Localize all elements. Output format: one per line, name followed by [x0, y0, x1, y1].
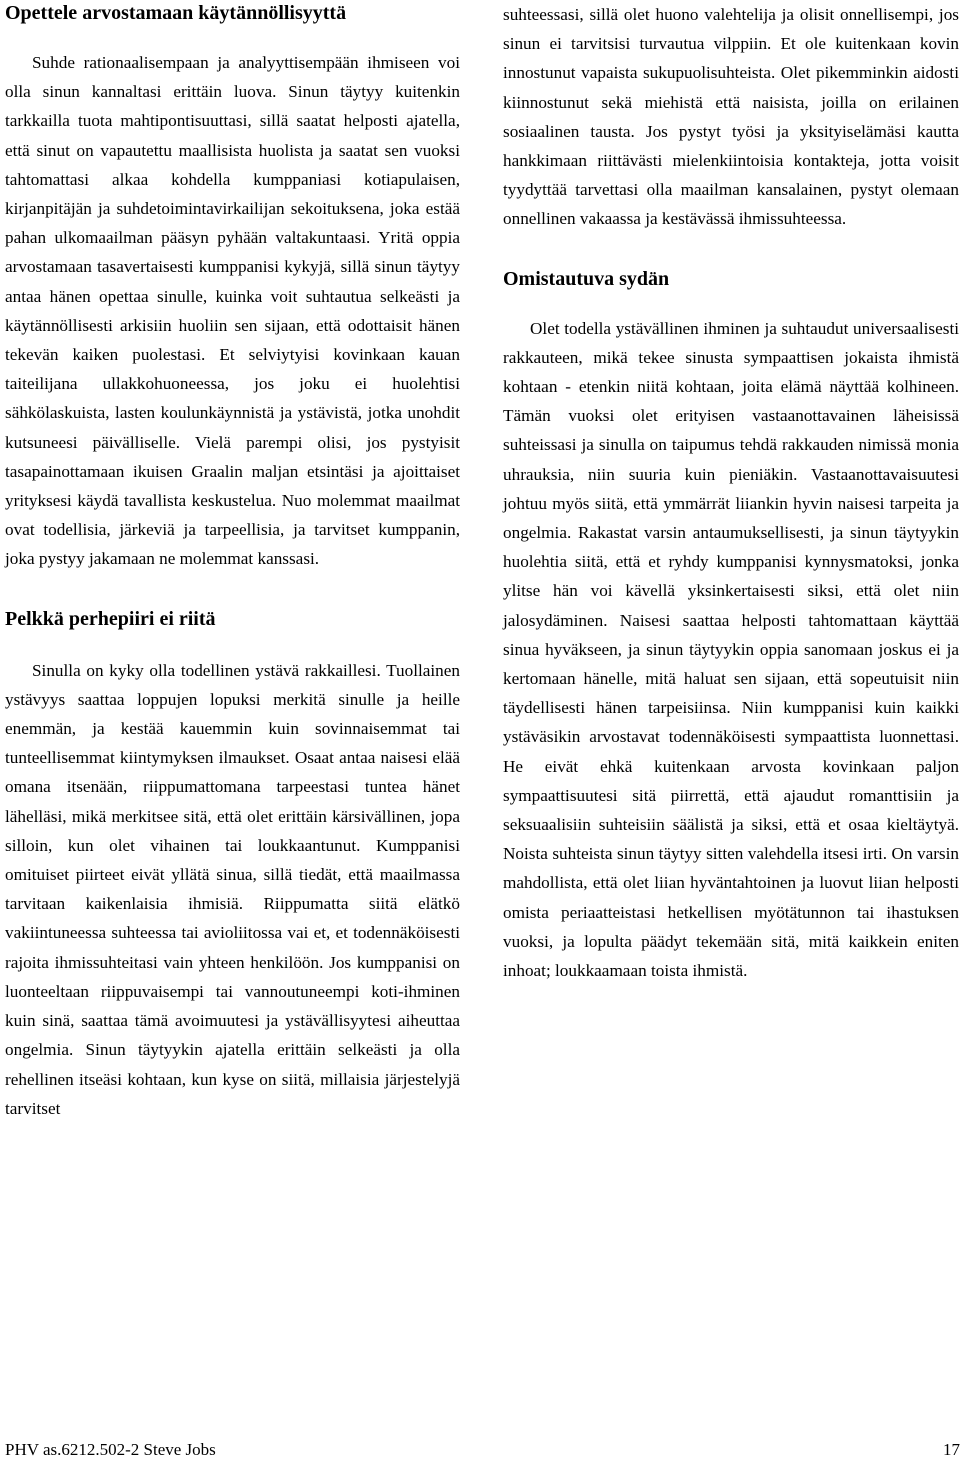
section-heading-devoted-heart: Omistautuva sydän: [503, 267, 670, 290]
paragraph-family-circle: Sinulla on kyky olla todellinen ystävä rakkaillesi. Tuollainen ystävyys saattaa loppujen lopuksi merkitä sinulle ja heille enemmän, ja kestää kauemmin kuin sovinnaisemmat tai tunteellisemmat kiintymyksen ilmaukset. Osaat antaa naisesi elää omana itsenään, riippumattomana tarpeestasi tuntea hänet lähelläsi, mikä merkitsee sitä, että olet erittäin kärsivällinen, jopa silloin, kun olet vihainen tai loukkaantunut. Kumppanisi omituiset piirteet eivät yllätä sinua, sillä tiedät, että maailmassa tarvitaan kaikenlaisia ihmisiä. Riippumatta siitä elätkö vakiintuneessa suhteessa tai avioliitossa vai et, et todennäköisesti rajoita ihmissuhteitasi vain yhteen henkilöön. Jos kumppanisi on luonteeltaan riippuvaisempi tai vannoutuneempi koti-ihminen kuin sinä, saattaa tämä avoimuutesi ja ystävällisyytesi aiheuttaa ongelmia. Sinun täytyykin ajatella erittäin selkeästi ja olla rehellinen itseäsi kohtaan, kun kyse on siitä, millaisia järjestelyjä tarvitset: [5, 660, 460, 1118]
left-column: [5, 0, 460, 1123]
page-footer: [5, 1440, 960, 1460]
footer-document-id: PHV as.6212.502-2 Steve Jobs: [5, 1440, 216, 1459]
section-heading-practicality: Opettele arvostamaan käytännöllisyyttä: [5, 2, 347, 24]
page-number: 17: [943, 1440, 960, 1459]
paragraph-family-circle-continued: suhteessasi, sillä olet huono valehtelija ja olisit onnellisempi, jos sinun ei tarvitsisi turvautua vilppiin. Et ole kuitenkaan kovin innostunut vapaista sukupuolisuhteista. Olet pikemminkin aidosti kiinnostunut sekä miehistä että naisista, joilla on erilainen sosiaalinen tausta. Jos pystyt työsi ja yksityiselämäsi kautta hankkimaan riittävästi mielenkiintoisia kontakteja, jotta voisit tyydyttää tarvettasi olla maailman kansalainen, pystyt olemaan onnellinen vakaassa ja kestävässä ihmissuhteessa.: [503, 5, 959, 229]
section-heading-family-circle: Pelkkä perhepiiri ei riitä: [5, 607, 216, 630]
paragraph-practicality: Suhde rationaalisempaan ja analyyttisempään ihmiseen voi olla sinun kannaltasi erittäin luova. Sinun täytyy kuitenkin tarkkailla tuota mahtipontisuuttasi, sillä saatat helposti ajatella, että sinut on vapautettu maallisista huolista ja saatat sen vuoksi tahtomattasi alkaa kohdella kumppaniasi kotiapulaisen, kirjanpitäjän ja suhdetoimintavirkailijan sekoituksena, joka estää pahan ulkomaailman pääsyn pyhään valtakuntaasi. Yritä oppia arvostamaan tasavertaisesti kumppanisi kykyjä, sillä sinun täytyy antaa hänen opettaa sinulle, kuinka voit suhtautua selkeästi ja käytännöllisesti arkisiin huoliin sen sijaan, että odottaisit hänen tekevän kaiken puolestasi. Et selviytyisi kovinkaan kauan taiteilijana ullakkohuoneessa, jos joku ei huolehtisi sähkölaskuista, lasten koulunkäynnistä ja ystävistä, jotka unohdit kutsuneesi päivälliselle. Vielä parempi olisi, jos pystyisit tasapainottamaan ikuisen Graalin maljan etsintäsi ja ajoittaiset yrityksesi käydä tavallista keskustelua. Nuo molemmat maailmat ovat todellisia, järkeviä ja tarpeellisia, ja tarvitset kumppanin, joka pystyy jakamaan ne molemmat kanssasi.: [5, 53, 460, 569]
right-column: [503, 0, 959, 985]
paragraph-devoted-heart: Olet todella ystävällinen ihminen ja suhtaudut universaalisesti rakkauteen, mikä tekee sinusta sympaattisen jokaista ihmistä kohtaan - etenkin niitä kohtaan, joita elämä näyttää kolhineen. Tämän vuoksi olet erityisen vastaanottavainen läheisissä suhteissasi ja sinulla on taipumus tehdä rakkauden nimissä monia uhrauksia, niin suuria kuin pieniäkin. Vastaanottavaisuutesi johtuu myös siitä, että ymmärrät liiankin hyvin naisesi tarpeita ja ongelmia. Rakastat varsin antaumuksellisesti, ja sinun täytyykin huolehtia siitä, että et ryhdy kumppanisi kynnysmatoksi, jonka ylitse hän voi kävellä yksinkertaisesti siksi, että olet niin jalosydäminen. Naisesi saattaa helposti tahtomattaan käyttää sinua hyväkseen, ja sinun täytyykin oppia sanomaan joskus ei ja kertomaan hänelle, mitä haluat sen sijaan, että sopeutuisit niin täydellisesti hänen tarpeisiinsa. Niin kumppanisi kuin kaikki ystäväsikin arvostavat todennäköisesti sympaattista luonnettasi. He eivät ehkä kuitenkaan arvosta kovinkaan paljon sympaattisuutesi sitä piirrettä, että ajaudut romanttisiin ja seksuaalisiin suhteisiin säälistä ja siksi, että et osaa kieltäytyä. Noista suhteista sinun täytyy sitten valehdella itsesi irti. On varsin mahdollista, että olet liian hyväntahtoinen ja luovut liian helposti omista periaatteistasi hetkellisen myötätunnon tai ihastuksen vuoksi, ja lopulta päädyt tekemään sitä, mitä kaikkein eniten inhoat; loukkaamaan toista ihmistä.: [503, 318, 959, 981]
